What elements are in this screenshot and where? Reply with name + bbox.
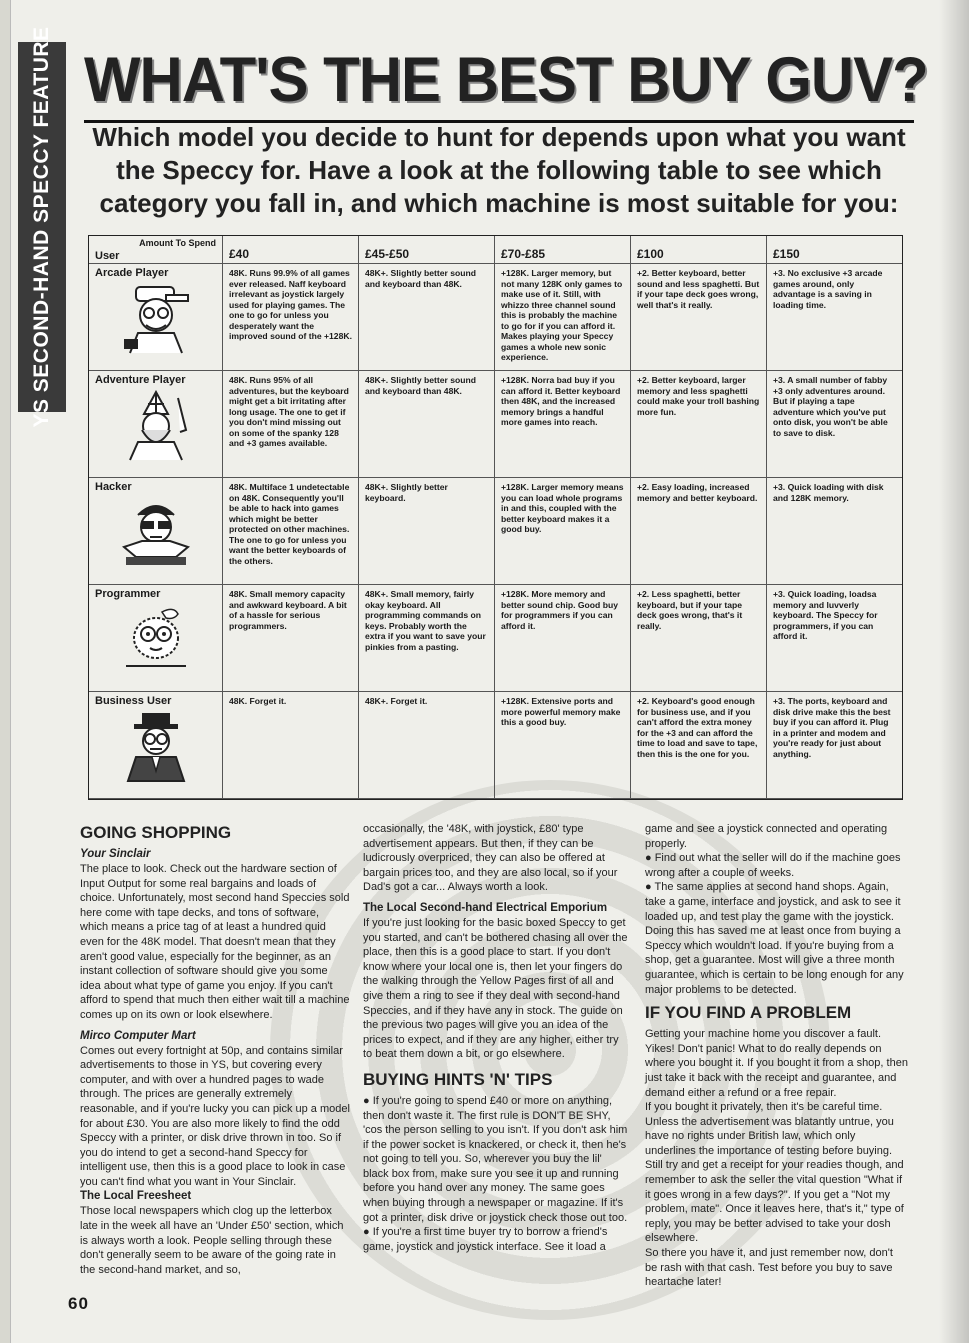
adventure-player-cartoon-icon — [116, 390, 196, 462]
table-cell: +3. The ports, keyboard and disk drive make this the best buy if you can afford it. Plug in a printer and modem and you're ready for just about anything. — [767, 692, 902, 799]
table-cell: +2. Better keyboard, larger memory and less spaghetti could make your troll bashing more fun. — [631, 371, 767, 478]
table-cell: 48K+. Small memory, fairly okay keyboard. All programming commands on keys. Probably worth the extra if you want to save your pinkies from a pasting. — [359, 585, 495, 692]
paragraph: If you're just looking for the basic boxed Speccy to get you started, and can't be bothered chasing all over the place, then this is a good place to start. If you don't know where your local one is, then let your fingers do the walking through the Yellow Pages first of all and give them a ring to see if they deal with second-hand Speccies, and if they have any in stock. The guide on the previous two pages will give you an idea of the prices to expect, and if they are any higher, either try to beat them down a bit, or go elsewhere. — [363, 916, 628, 1061]
paragraph: Comes out every fortnight at 50p, and contains similar advertisements to those in YS, but covering every computer, and with over a hundred pages to wade through. The prices are generally extremely reasonable, and if you're lucky you can pick up a model for about £30. You are also more likely to find the odd Speccy with a printer, or disk drive thrown in too. So if you do intend to get a second-hand Speccy for intelligent use, then this is a good place to look in case you can't find what you want in Your Sinclair. — [80, 1044, 350, 1188]
paragraph: ● The same applies at second hand shops. Again, take a game, interface and joystick, and ask to see it loaded up, and test play the game with the joystick. Doing this has saved me at least once from buying a Speccy which wouldn't load. If you're buying from a shop, get a guarantee. Most will give a three month guarantee, which is certain to be long enough for any major problems to be detected. — [645, 881, 904, 996]
price-header: £45-£50 — [359, 236, 495, 264]
table-cell: 48K. Multiface 1 undetectable on 48K. Consequently you'll be able to hack into games which might be better protected on other machines. The one to go for unless you want the better keyboards of the others. — [223, 478, 359, 585]
page-number: 60 — [68, 1294, 89, 1313]
price-header: £150 — [767, 236, 902, 264]
arcade-player-cartoon-icon — [116, 283, 196, 355]
row-label-programmer — [89, 585, 223, 692]
programmer-cartoon-icon — [116, 604, 196, 676]
table-cell: +3. A small number of fabby +3 only adventures around. But if playing a tape adventure which you've put onto disk, you won't be able to save to disk. — [767, 371, 902, 478]
table-cell: +128K. Larger memory means you can load whole programs in and this, coupled with the better keyboard makes it a good buy. — [495, 478, 631, 585]
row-user-label: Programmer — [95, 588, 161, 600]
paragraph: If you bought it privately, then it's be careful time. Unless the advertisement was blatantly untrue, you have no rights under British law, which only underlines the importance of testing before buying. Still try and get a receipt for your readies though, and remember to ask the seller the vital question "What if it goes wrong in a few days?". If you get a "Not my problem, mate". Once it leaves here, that's it," type of reply, you may be better advised to take your dosh elsewhere. — [645, 1101, 904, 1245]
column-going-shopping — [80, 823, 350, 1277]
table-cell: +128K. Extensive ports and more powerful memory make this a good buy. — [495, 692, 631, 799]
paragraph: Getting your machine home you discover a fault. Yikes! Don't panic! What to do really depends on where you bought it. If you bought it from a shop, then just take it back with the receipt and guarantee, and demand either a refund or a free repair. — [645, 1028, 908, 1099]
price-header: £100 — [631, 236, 767, 264]
subheading: The Local Freesheet — [80, 1190, 192, 1203]
table-cell: 48K+. Slightly better sound and keyboard than 48K. — [359, 371, 495, 478]
hacker-cartoon-icon — [116, 497, 196, 569]
table-cell: 48K. Small memory capacity and awkward keyboard. A bit of a hassle for serious programmers. — [223, 585, 359, 692]
table-cell: +128K. Larger memory, but not many 128K only games to make use of it. Still, with whizzo three channel sound this is probably the machine to go for if you can afford it. Makes playing your Speccy games a whole new sonic experience. — [495, 264, 631, 371]
table-cell: 48K+. Forget it. — [359, 692, 495, 799]
table-cell: +128K. Norra bad buy if you can afford it. Better keyboard then 48K, and the increased memory brings a handful more games into reach. — [495, 371, 631, 478]
paragraph: So there you have it, and just remember now, don't be rash with that cash. Test before you buy to save heartache later! — [645, 1247, 893, 1289]
section-heading: IF YOU FIND A PROBLEM — [645, 1003, 852, 1023]
table-cell: +2. Better keyboard, better sound and less spaghetti. But if your tape deck goes wrong, well that's it really. — [631, 264, 767, 371]
amount-header: Amount To Spend — [139, 238, 216, 248]
column-if-you-find-a-problem — [645, 822, 908, 1290]
table-cell: +2. Easy loading, increased memory and better keyboard. — [631, 478, 767, 585]
table-cell: +128K. More memory and better sound chip. Good buy for programmers if you can afford it. — [495, 585, 631, 692]
subheading: The Local Second-hand Electrical Emporium — [363, 901, 608, 914]
paragraph: game and see a joystick connected and operating properly. — [645, 823, 888, 850]
row-user-label: Business User — [95, 695, 172, 707]
subheading: Which model you decide to hunt for depends upon what you want the Speccy for. Have a look at the following table to see which category you fall in, and which machine is most suitable for you: — [92, 122, 906, 218]
user-header: User — [95, 249, 120, 262]
row-user-label: Adventure Player — [95, 374, 186, 386]
page-binding-edge — [0, 0, 11, 1343]
table-cell: +3. No exclusive +3 arcade games around, only advantage is a saving in loading time. — [767, 264, 902, 371]
comparison-table — [88, 235, 903, 800]
headline-text: WHAT'S THE BEST BUY GUV? — [84, 45, 928, 115]
table-cell: +3. Quick loading, loadsa memory and luvverly keyboard. The Speccy for programmers, if you can afford it. — [767, 585, 902, 692]
table-cell: +2. Keyboard's good enough for business use, and if you can't afford the extra money for the +3 and can afford the time to load and save to tape, then this is the one for you. — [631, 692, 767, 799]
row-user-label: Hacker — [95, 481, 132, 493]
row-label-business — [89, 692, 223, 799]
column-buying-tips — [363, 822, 630, 1254]
table-cell: 48K+. Slightly better keyboard. — [359, 478, 495, 585]
paragraph: ● If you're going to spend £40 or more on anything, then don't waste it. The first rule is DON'T BE SHY, 'cos the person selling to you isn't. If you don't ask him if the power socket is knackered, or check it, then he's not going to tell you. So, wherever you buy the lil' black box from, make sure you see it up and running before you hand over any money. The same goes when buying through a newspaper or magazine. If it's got a printer, disk drive or joystick check those out too. — [363, 1094, 628, 1224]
table-cell: 48K. Runs 99.9% of all games ever released. Naff keyboard irrelevant as joystick largely used for playing games. The one to go for unless you desperately want the improved sound of the +128K. — [223, 264, 359, 371]
subheading: Your Sinclair — [80, 848, 151, 860]
row-user-label: Arcade Player — [95, 267, 169, 279]
table-cell: +2. Less spaghetti, better keyboard, but if your tape deck goes wrong, that's it really. — [631, 585, 767, 692]
headline — [84, 40, 928, 123]
table-cell: 48K. Forget it. — [223, 692, 359, 799]
price-header: £70-£85 — [495, 236, 631, 264]
business-user-cartoon-icon — [116, 711, 196, 783]
paragraph: occasionally, the '48K, with joystick, £80' type advertisement appears. But then, if they can be ludicrously overpriced, they can also be offered at bargain prices too, and they are also local, so if your Dad's got a car... Always worth a look. — [363, 823, 618, 894]
subheading: Mirco Computer Mart — [80, 1029, 196, 1042]
row-label-adventure — [89, 371, 223, 478]
price-header: £40 — [223, 236, 359, 264]
row-label-arcade — [89, 264, 223, 371]
paragraph: Those local newspapers which clog up the letterbox late in the week all have an 'Under £50' section, which is always worth a look. People selling through these don't generally seem to be aware of the going rate in the second-hand market, and so, — [80, 1205, 344, 1276]
table-cell: +3. Quick loading with disk and 128K memory. — [767, 478, 902, 585]
paragraph: ● Find out what the seller will do if the machine goes wrong after a couple of weeks. — [645, 852, 901, 879]
row-label-hacker — [89, 478, 223, 585]
section-heading: BUYING HINTS 'N' TIPS — [363, 1069, 553, 1089]
table-cell: 48K. Runs 95% of all adventures, but the keyboard might get a bit irritating after long usage. The one to get if you don't mind missing out on some of the spanky 128 and +3 games available. — [223, 371, 359, 478]
table-corner-header — [89, 236, 223, 264]
section-tab — [18, 26, 66, 428]
page-curl-shadow — [939, 0, 969, 1343]
table-cell: 48K+. Slightly better sound and keyboard than 48K. — [359, 264, 495, 371]
paragraph: The place to look. Check out the hardware section of Input Output for some real bargains and loads of choice. Unfortunately, most second hand Speccies sold here come with tape decks, and tons of software, which means a price tag of at least a hundred quid even for the 48K model. That doesn't mean that they aren't good value, especially for the beginner, as an instant collection of software should give you some idea about what type of game you enjoy. If you can't afford to spend that much then either wait till a machine comes up on its own or look elsewhere. — [80, 863, 350, 1021]
section-tab-label: YS SECOND-HAND SPECCY FEATURE — [30, 26, 53, 428]
section-heading: GOING SHOPPING — [80, 823, 232, 842]
paragraph: ● If you're a first time buyer try to borrow a friend's game, joystick and joystick interface. See it load a — [363, 1226, 608, 1253]
